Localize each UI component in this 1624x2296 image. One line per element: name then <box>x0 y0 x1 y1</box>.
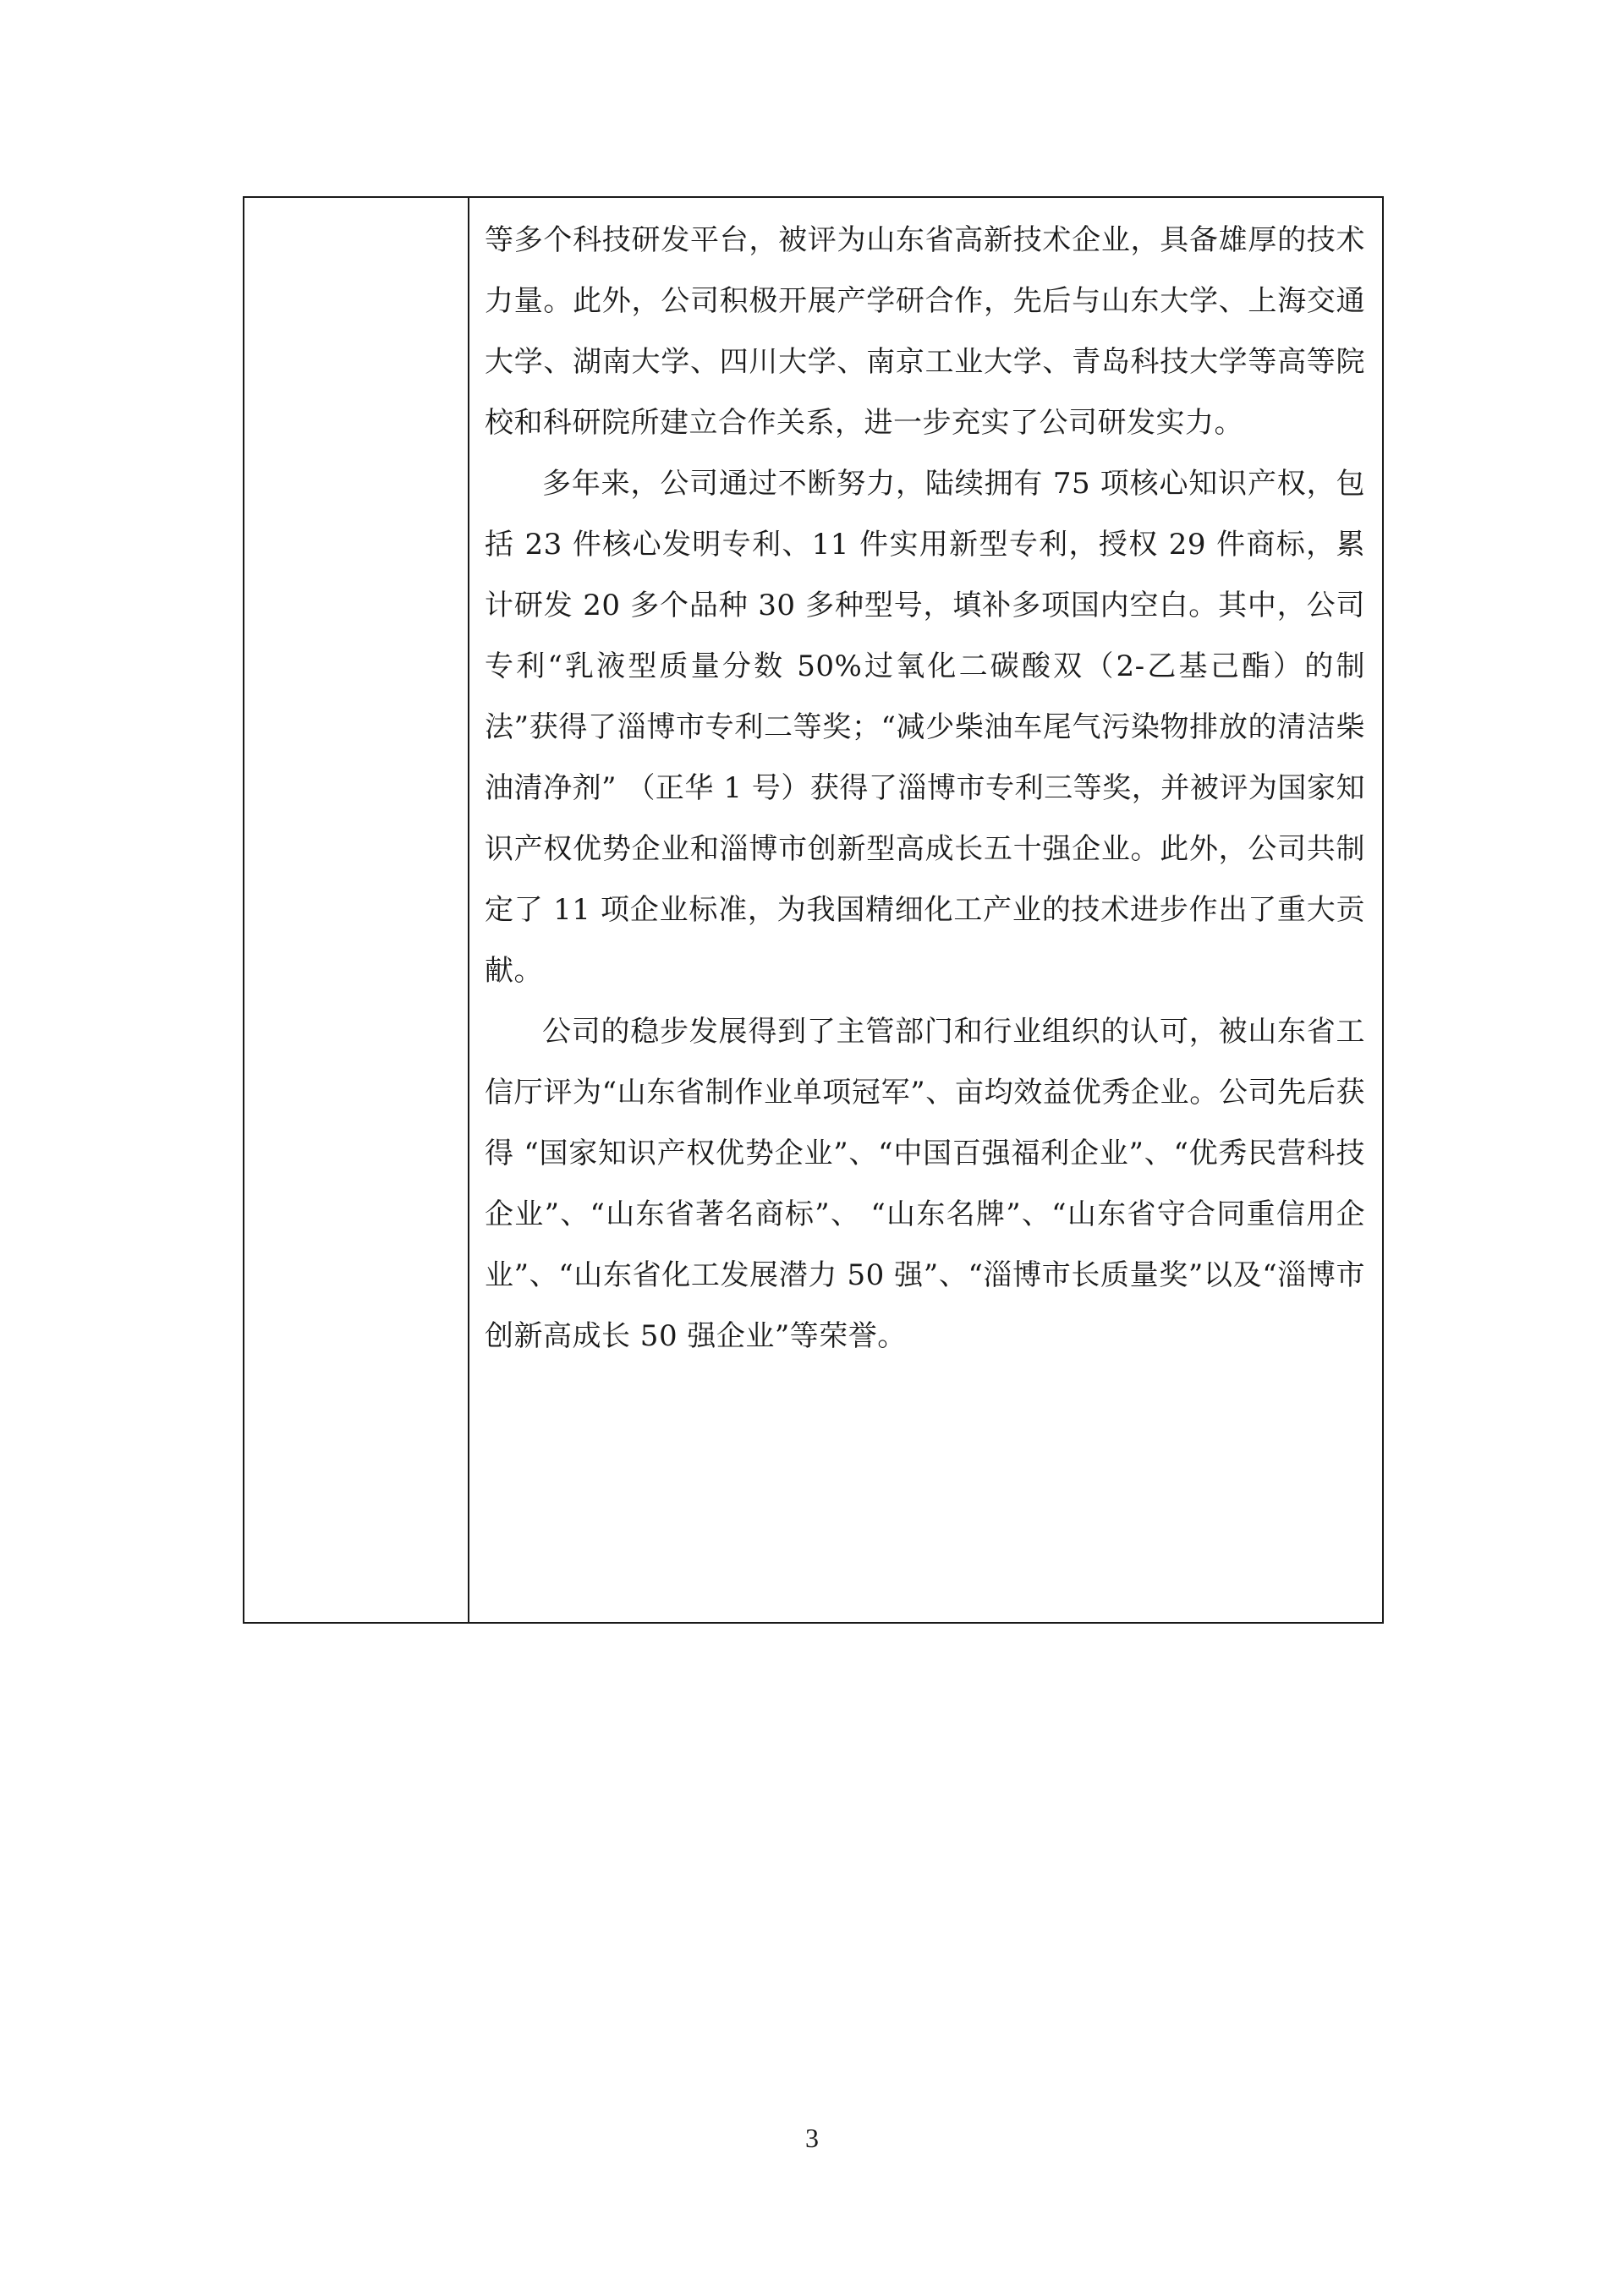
paragraph-intellectual-property: 多年来，公司通过不断努力，陆续拥有 75 项核心知识产权，包括 23 件核心发明专利、11 件实用新型专利，授权 29 件商标，累计研发 20 多个品种 30 多种型号，填补多项国内空白。其中，公司专利“乳液型质量分数 50%过氧化二碳酸双（2-乙基己酯）的制法”获得了淄博市专利二等奖；“减少柴油车尾气污染物排放的清洁柴油清净剂” （正华 1 号）获得了淄博市专利三等奖，并被评为国家知识产权优势企业和淄博市创新型高成长五十强企业。此外，公司共制定了 11 项企业标准，为我国精细化工产业的技术进步作出了重大贡献。 <box>485 467 1365 988</box>
table-label-cell <box>244 198 469 1622</box>
content-table <box>243 196 1384 1624</box>
paragraph-honors: 公司的稳步发展得到了主管部门和行业组织的认可，被山东省工信厅评为“山东省制作业单项冠军”、亩均效益优秀企业。公司先后获得 “国家知识产权优势企业”、“中国百强福利企业”、“优秀民营科技企业”、“山东省著名商标”、 “山东名牌”、“山东省守合同重信用企业”、“山东省化工发展潜力 50 强”、“淄博市长质量奖”以及“淄博市创新高成长 50 强企业”等荣誉。 <box>485 1015 1365 1353</box>
page-number: 3 <box>805 2123 819 2153</box>
table-content-cell <box>469 198 1382 1622</box>
paragraph-rd-platforms: 等多个科技研发平台，被评为山东省高新技术企业，具备雄厚的技术力量。此外，公司积极开展产学研合作，先后与山东大学、上海交通大学、湖南大学、四川大学、南京工业大学、青岛科技大学等高等院校和科研院所建立合作关系，进一步充实了公司研发实力。 <box>485 223 1365 440</box>
